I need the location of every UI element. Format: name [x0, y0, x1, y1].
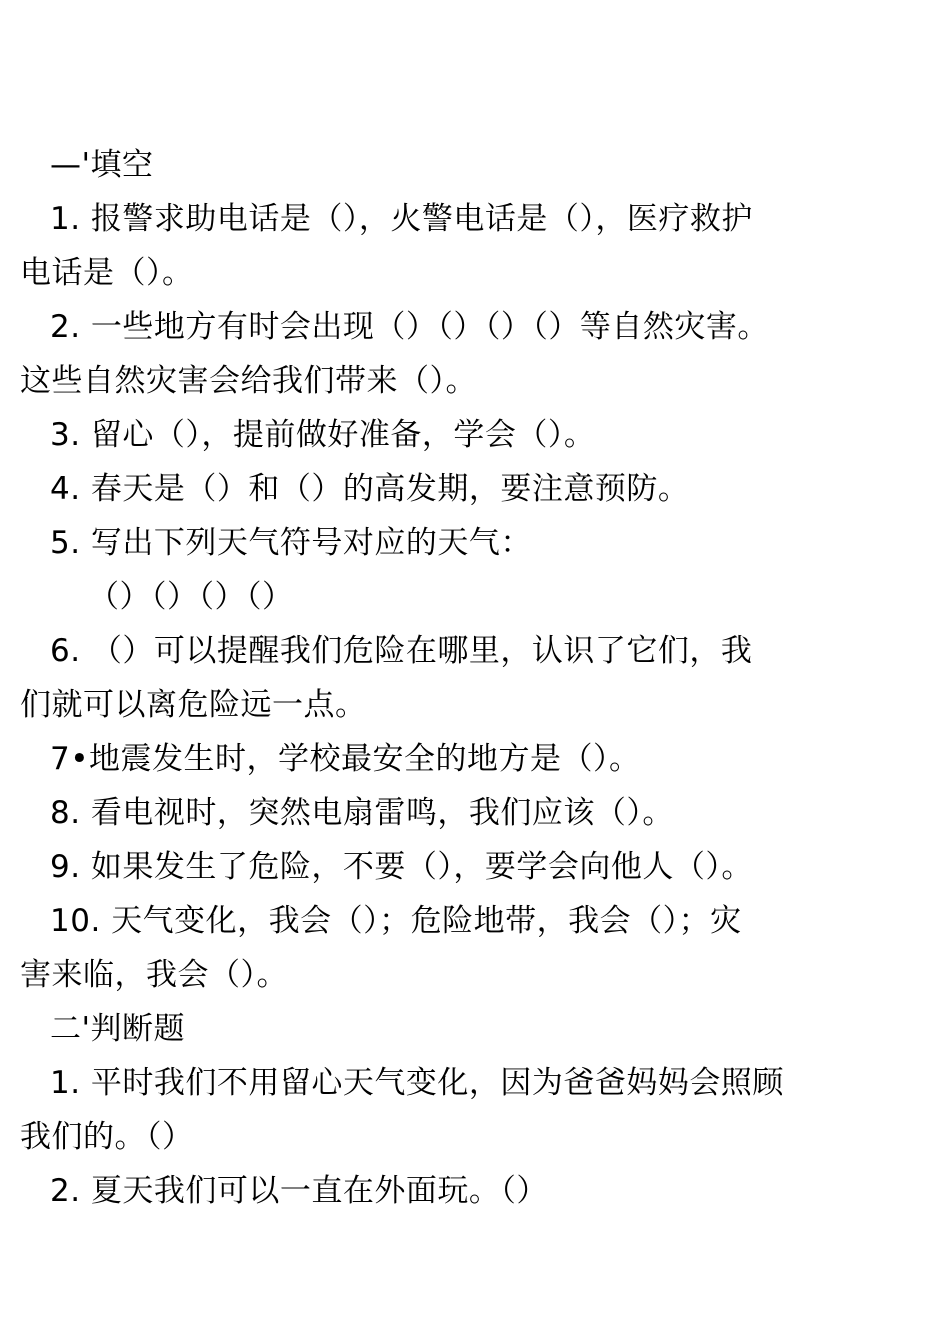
question-5: 5. 写出下列天气符号对应的天气：: [50, 525, 532, 561]
judgement-1-line-2: 我们的。（）: [20, 1119, 194, 1155]
question-3: 3. 留心（），提前做好准备，学会（）。: [50, 417, 596, 453]
worksheet-page: [0, 138, 950, 1218]
question-4: 4. 春天是（）和（）的高发期，要注意预防。: [50, 471, 690, 507]
section-heading-fill-blank: —'填空: [50, 147, 154, 183]
judgement-2: 2. 夏天我们可以一直在外面玩。（）: [50, 1173, 548, 1209]
question-1-line-1: 1. 报警求助电话是（），火警电话是（），医疗救护: [50, 201, 753, 237]
question-10-line-1: 10. 天气变化，我会（）；危险地带，我会（）；灾: [50, 903, 742, 939]
judgement-1-line-1: 1. 平时我们不用留心天气变化，因为爸爸妈妈会照顾: [50, 1065, 784, 1101]
question-8: 8. 看电视时，突然电扇雷鸣，我们应该（）。: [50, 795, 674, 831]
question-9: 9. 如果发生了危险，不要（），要学会向他人（）。: [50, 849, 753, 885]
question-2-line-2: 这些自然灾害会给我们带来（）。: [20, 363, 477, 399]
question-10-line-2: 害来临，我会（）。: [20, 957, 288, 993]
question-6-line-1: 6. （）可以提醒我们危险在哪里，认识了它们，我: [50, 633, 753, 669]
question-7: 7•地震发生时，学校最安全的地方是（）。: [50, 741, 641, 777]
question-2-line-1: 2. 一些地方有时会出现（）（）（）（）等自然灾害。: [50, 309, 769, 345]
question-5-blanks: （）（）（）（）: [88, 579, 294, 615]
question-1-line-2: 电话是（）。: [20, 255, 194, 291]
section-heading-true-false: 二'判断题: [50, 1011, 186, 1047]
question-6-line-2: 们就可以离危险远一点。: [20, 687, 367, 723]
